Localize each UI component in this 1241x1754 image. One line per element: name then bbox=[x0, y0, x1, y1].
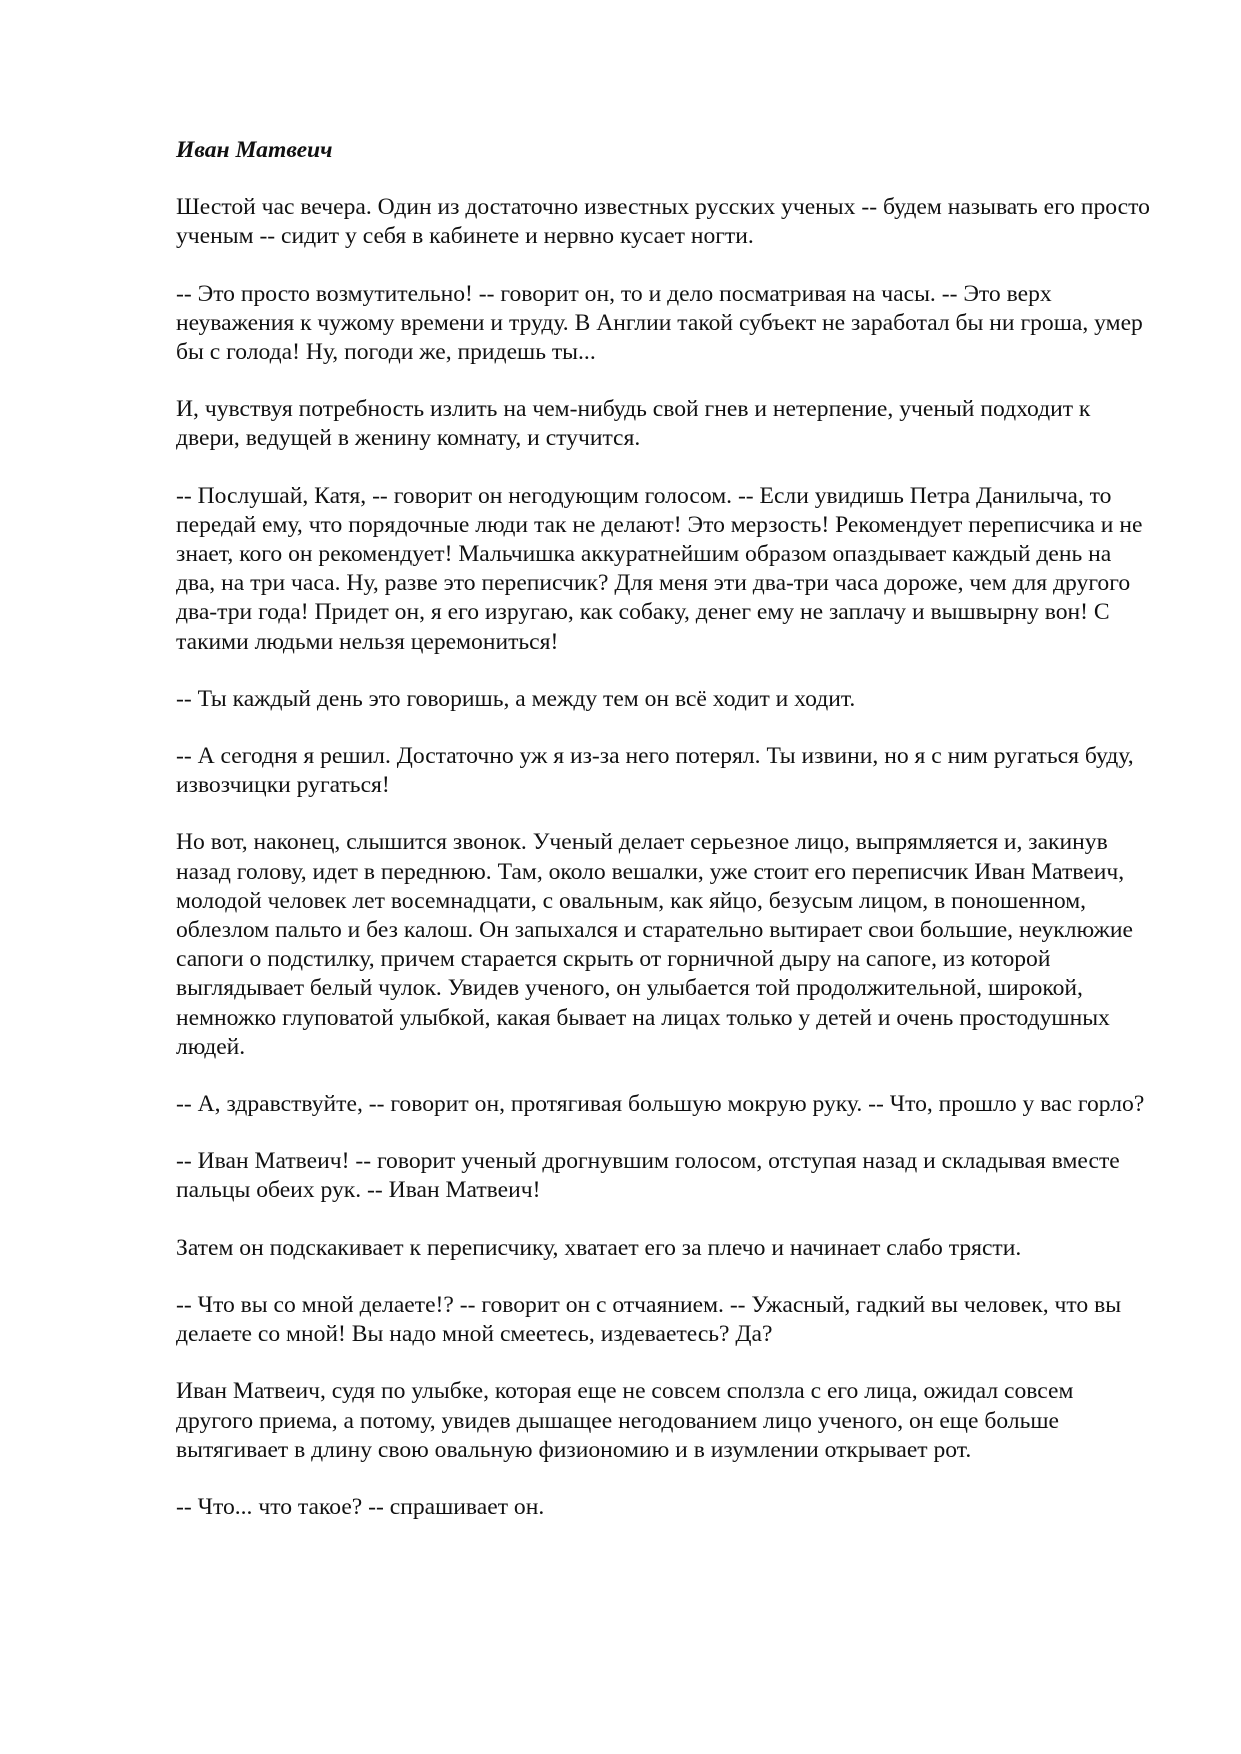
paragraph: -- Послушай, Катя, -- говорит он негодующим голосом. -- Если увидишь Петра Данилыча, то передай ему, что порядочные люди так не делают! Это мерзость! Рекомендует переписчика и не знает, кого он рекомендует! Мальчишка аккуратнейшим образом опаздывает каждый день на два, на три часа. Ну, разве это переписчик? Для меня эти два-три часа дороже, чем для другого два-три года! Придет он, я его изругаю, как собаку, денег ему не заплачу и вышвырну вон! С такими людьми нельзя церемониться! bbox=[176, 482, 1143, 655]
paragraph: -- Что... что такое? -- спрашивает он. bbox=[176, 1493, 545, 1520]
document-title: Иван Матвеич bbox=[176, 137, 333, 163]
paragraph: -- Что вы со мной делаете!? -- говорит он с отчаянием. -- Ужасный, гадкий вы человек, что вы делаете со мной! Вы надо мной смеетесь, издеваетесь? Да? bbox=[176, 1291, 1122, 1348]
document-body bbox=[176, 136, 1156, 1550]
paragraph: -- Иван Матвеич! -- говорит ученый дрогнувшим голосом, отступая назад и складывая вместе пальцы обеих рук. -- Иван Матвеич! bbox=[176, 1148, 1120, 1204]
paragraph: -- А сегодня я решил. Достаточно уж я из-за него потерял. Ты извини, но я с ним ругаться буду, извозчицки ругаться! bbox=[176, 743, 1134, 799]
paragraph: Иван Матвеич, судя по улыбке, которая еще не совсем сползла с его лица, ожидал совсем другого приема, а потому, увидев дышащее негодованием лицо ученого, он еще больше вытягивает в длину свою овальную физиономию и в изумлении открывает рот. bbox=[176, 1378, 1074, 1463]
paragraph: Шестой час вечера. Один из достаточно известных русских ученых -- будем называть его просто ученым -- сидит у себя в кабинете и нервно кусает ногти. bbox=[176, 194, 1150, 250]
paragraph: Но вот, наконец, слышится звонок. Ученый делает серьезное лицо, выпрямляется и, закинув назад голову, идет в переднюю. Там, около вешалки, уже стоит его переписчик Иван Матвеич, молодой человек лет восемнадцати, с овальным, как яйцо, безусым лицом, в поношенном, облезлом пальто и без калош. Он запыхался и старательно вытирает свои большие, неуклюжие сапоги о подстилку, причем старается скрыть от горничной дыру на сапоге, из которой выглядывает белый чулок. Увидев ученого, он улыбается той продолжительной, широкой, немножко глуповатой улыбкой, какая бывает на лицах только у детей и очень простодушных людей. bbox=[176, 829, 1133, 1060]
paragraph: -- А, здравствуйте, -- говорит он, протягивая большую мокрую руку. -- Что, прошло у вас горло? bbox=[176, 1091, 1145, 1118]
paragraph: И, чувствуя потребность излить на чем-нибудь свой гнев и нетерпение, ученый подходит к двери, ведущей в женину комнату, и стучится. bbox=[176, 396, 1091, 452]
paragraph: Затем он подскакивает к переписчику, хватает его за плечо и начинает слабо трясти. bbox=[176, 1234, 1022, 1261]
paragraph: -- Ты каждый день это говоришь, а между тем он всё ходит и ходит. bbox=[176, 685, 856, 712]
paragraph: -- Это просто возмутительно! -- говорит он, то и дело посматривая на часы. -- Это верх неуважения к чужому времени и труду. В Англии такой субъект не заработал бы ни гроша, умер бы с голода! Ну, погоди же, придешь ты... bbox=[176, 280, 1143, 366]
